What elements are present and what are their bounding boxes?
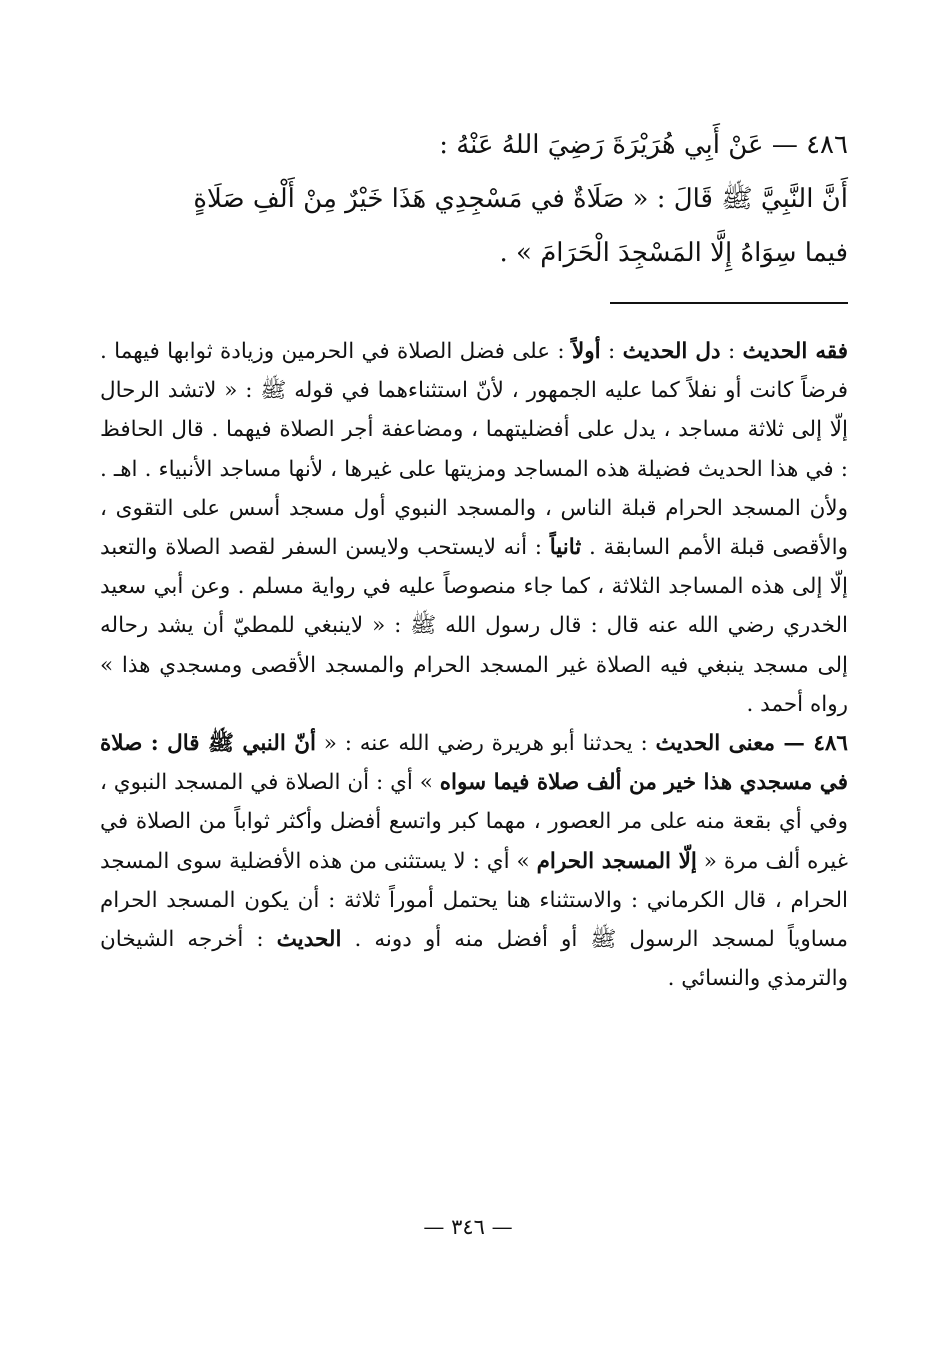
meaning-after-exception: » أي : لا يستثنى من هذه الأفضلية سوى المسجد الحرام ، قال الكرماني : والاستثناء هنا يحتمل أموراً ثلاثة : أن يكون المسجد الحرام مساوياً لمسجد الرسول ﷺ أو أفضل منه أو دونه . <box>100 848 848 953</box>
fiqh-heading: فقه الحديث <box>742 339 849 364</box>
fiqh-claim: دل الحديث <box>622 339 721 364</box>
page-number: — ٣٤٦ — <box>423 1215 513 1239</box>
meaning-after-quote: » أي : أن الصلاة في المسجد النبوي ، وفي أي بقعة منه على مر العصور ، مهما كبر واتسع أفضل وأكثر ثواباً من الصلاة في غيره ألف مرة « <box>100 770 848 874</box>
meaning-heading: ٤٨٦ — معنى الحديث <box>655 731 848 757</box>
fiqh-sep-1: : <box>720 339 743 364</box>
meaning-bold-quote: أنّ النبي ﷺ قال : صلاة في مسجدي هذا خير من ألف صلاة فيما سواه <box>100 731 848 796</box>
meaning-paragraph <box>100 724 848 998</box>
commentary-block <box>100 332 848 998</box>
hadith-line-2: أَنَّ النَّبِيَّ ﷺ قَالَ : « صَلَاةٌ في مَسْجِدِي هَذَا خَيْرٌ مِنْ أَلْفِ صَلَاةٍ <box>193 184 848 214</box>
fiqh-first-text: : على فضل الصلاة في الحرمين وزيادة ثوابها فيهما . فرضاً كانت أو نفلاً كما عليه الجمهور ، لأنّ استثناءهما في قوله ﷺ : « لاتشد الرحال إلّا إلى ثلاثة مساجد ، يدل على أفضليتهما ، ومضاعفة أجر الصلاة فيهما . قال الحافظ : في هذا الحديث فضيلة هذه المساجد ومزيتها على غيرها ، لأنها مساجد الأنبياء . اهـ . ولأن المسجد الحرام قبلة الناس ، والمسجد النبوي أول مسجد أسس على التقوى ، والأقصى قبلة الأمم السابقة . <box>100 339 848 561</box>
fiqh-second-label: ثانياً <box>549 535 582 561</box>
hadith-block <box>100 118 848 280</box>
meaning-bold-hadith: الحديث <box>276 927 342 953</box>
fiqh-paragraph <box>100 332 848 724</box>
fiqh-first-label: أولاً <box>572 339 601 364</box>
meaning-closing: : أخرجه الشيخان والترمذي والنسائي . <box>100 927 848 992</box>
fiqh-second-text: : أنه لايستحب ولايسن السفر لقصد الصلاة والتعبد إلّا إلى هذه المساجد الثلاثة ، كما جاء منصوصاً عليه في رواية مسلم . وعن أبي سعيد الخدري رضي الله عنه قال : قال رسول الله ﷺ : « لاينبغي للمطيّ أن يشد رحاله إلى مسجد ينبغي فيه الصلاة غير المسجد الحرام والمسجد الأقصى ومسجدي هذا » رواه أحمد . <box>100 535 848 717</box>
hadith-text <box>100 118 848 280</box>
hadith-line-3: فيما سِوَاهُ إِلَّا المَسْجِدَ الْحَرَامَ » . <box>499 238 848 268</box>
meaning-intro: : يحدثنا أبو هريرة رضي الله عنه : « <box>316 731 656 757</box>
fiqh-sep-2: : <box>600 339 623 364</box>
section-divider <box>610 302 848 304</box>
hadith-line-1: ٤٨٦ — عَنْ أَبِي هُرَيْرَةَ رَضِيَ اللهُ عَنْهُ : <box>439 130 848 160</box>
meaning-bold-exception: إلّا المسجد الحرام <box>536 848 697 874</box>
